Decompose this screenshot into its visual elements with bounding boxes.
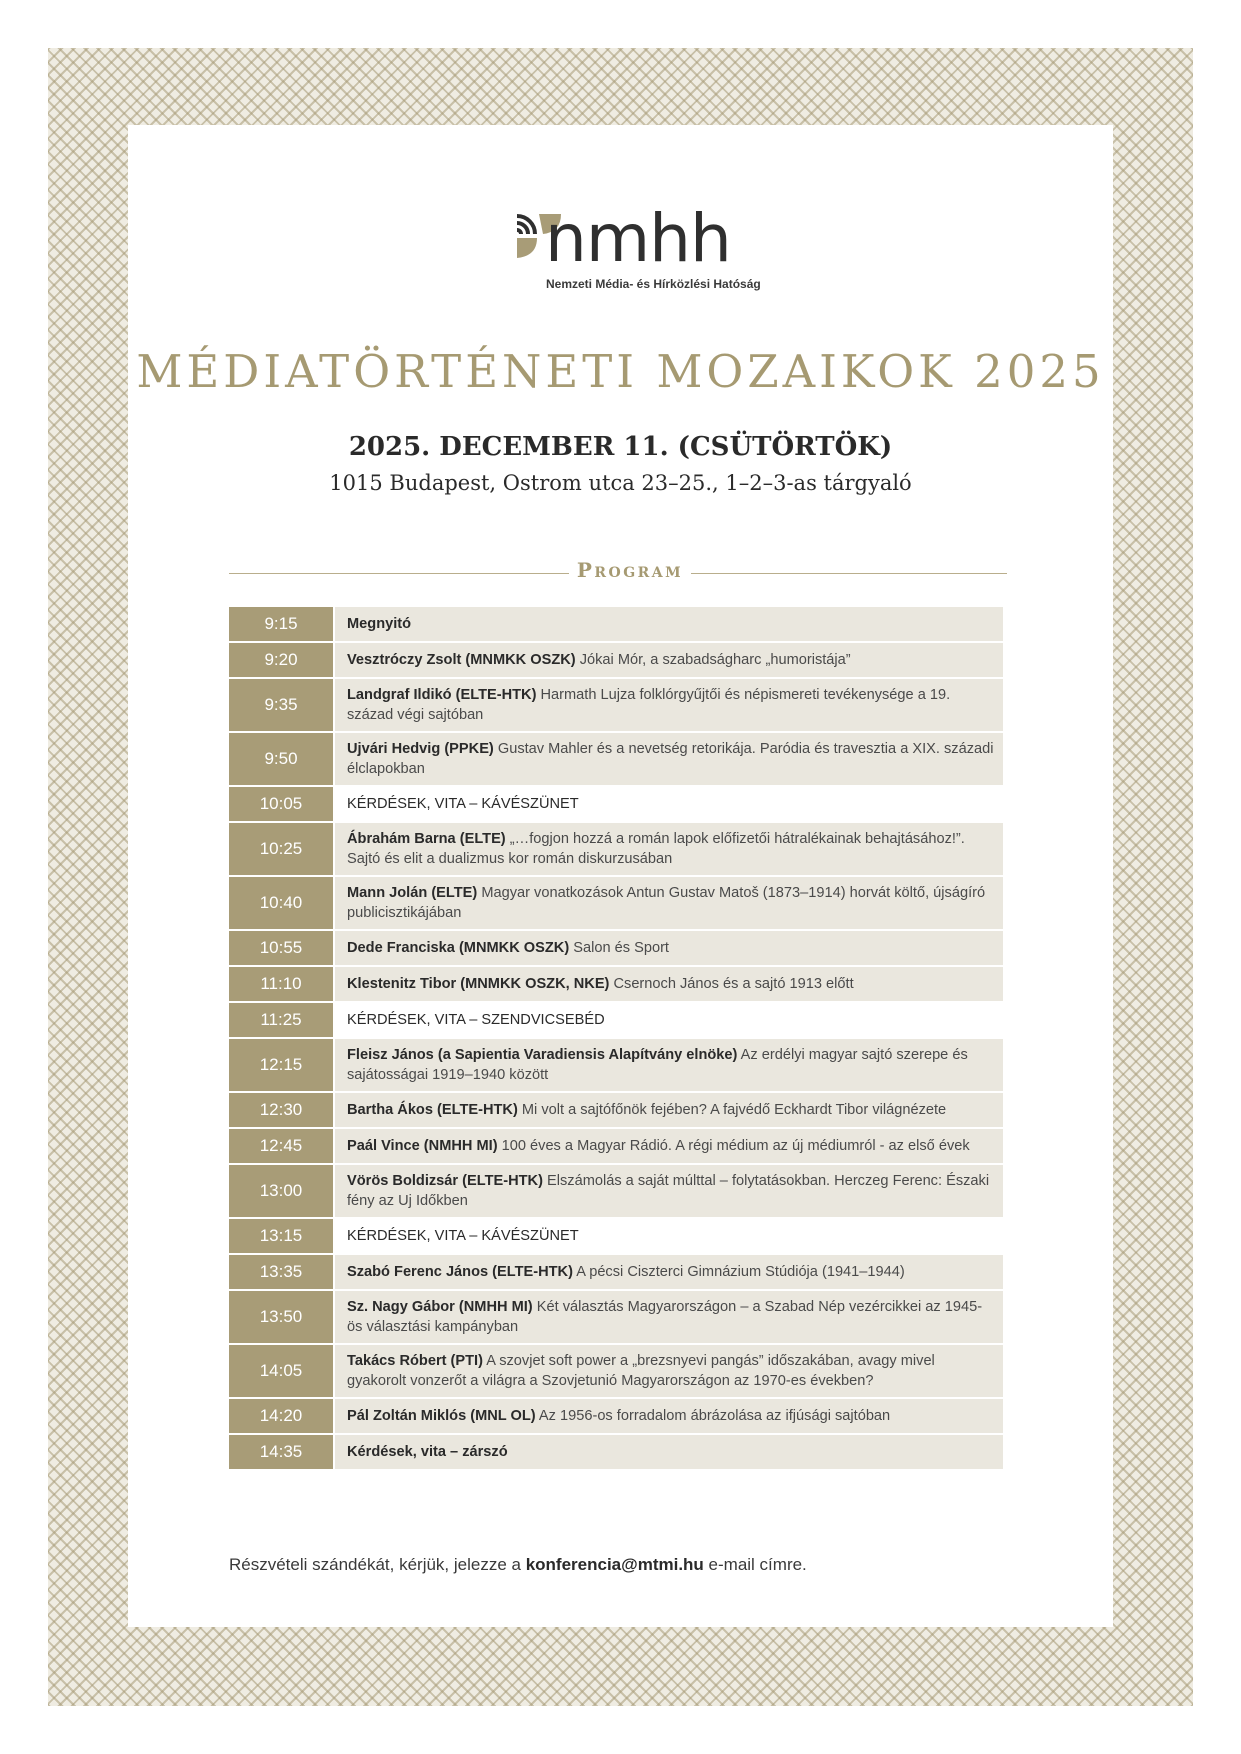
program-row: [229, 1093, 1003, 1129]
event-date: 2025. DECEMBER 11. (CSÜTÖRTÖK): [348, 432, 893, 462]
speaker-name: Landgraf Ildikó (ELTE-HTK): [347, 687, 537, 703]
session-text: [347, 938, 669, 958]
break-label: KÉRDÉSEK, VITA – KÁVÉSZÜNET: [347, 1228, 579, 1244]
program-row: [229, 1291, 1003, 1345]
program-row: [229, 1255, 1003, 1291]
program-row: [229, 823, 1003, 877]
session-time: 11:25: [229, 1003, 333, 1037]
session-description: [335, 823, 1003, 875]
speaker-name: Pál Zoltán Miklós (MNL OL): [347, 1408, 536, 1424]
talk-title: Két választás Magyarországon – a Szabad Nép vezércikkei az 1945-ös választási kampányban: [347, 1299, 983, 1335]
session-time: 10:25: [229, 823, 333, 875]
session-time: 10:05: [229, 787, 333, 821]
program-row: [229, 1345, 1003, 1399]
divider: [229, 573, 569, 574]
speaker-name: Vörös Boldizsár (ELTE-HTK): [347, 1173, 543, 1189]
session-text: [347, 1171, 995, 1211]
program-row: [229, 1435, 1003, 1471]
session-text: [347, 1136, 970, 1156]
session-description: [335, 1345, 1003, 1397]
footer-text-end: e-mail címre.: [703, 1555, 807, 1574]
speaker-name: Ujvári Hedvig (PPKE): [347, 741, 494, 757]
program-row: [229, 1129, 1003, 1165]
session-time: 12:30: [229, 1093, 333, 1127]
session-description: [335, 1129, 1003, 1163]
speaker-name: Dede Franciska (MNMKK OSZK): [347, 940, 570, 956]
speaker-name: Vesztróczy Zsolt (MNMKK OSZK): [347, 652, 576, 668]
session-description: [335, 1291, 1003, 1343]
session-text: [347, 1010, 605, 1030]
session-text: [347, 829, 995, 869]
speaker-name: Sz. Nagy Gábor (NMHH MI): [347, 1299, 533, 1315]
program-row: [229, 1399, 1003, 1435]
talk-title: Magyar vonatkozások Antun Gustav Matoš (1873–1914) horvát költő, újságíró publicisztikájában: [347, 885, 986, 921]
session-time: 9:35: [229, 679, 333, 731]
program-row: [229, 967, 1003, 1003]
session-description: [335, 1039, 1003, 1091]
talk-title: 100 éves a Magyar Rádió. A régi médium az új médiumról - az első évek: [501, 1138, 970, 1154]
page-title: MÉDIATÖRTÉNETI MOZAIKOK 2025: [136, 345, 1105, 398]
session-text: [347, 1351, 995, 1391]
session-time: 13:50: [229, 1291, 333, 1343]
program-row: [229, 931, 1003, 967]
speaker-name: Megnyitó: [347, 616, 412, 632]
session-description: [335, 1255, 1003, 1289]
program-row: [229, 1165, 1003, 1219]
session-time: 9:15: [229, 607, 333, 641]
logo-subtitle: Nemzeti Média- és Hírközlési Hatóság: [546, 277, 761, 291]
talk-title: Elszámolás a saját múlttal – folytatásokban. Herczeg Ferenc: Északi fény az Uj Időkben: [347, 1173, 990, 1209]
nmhh-logo: [515, 200, 815, 292]
session-text: [347, 739, 995, 779]
session-description: [335, 1219, 1003, 1253]
session-text: [347, 883, 995, 923]
talk-title: Gustav Mahler és a nevetség retorikája. Paródia és travesztia a XIX. századi élclapokban: [347, 741, 994, 777]
program-row: [229, 607, 1003, 643]
break-row: [229, 787, 1003, 823]
talk-title: Csernoch János és a sajtó 1913 előtt: [613, 976, 854, 992]
speaker-name: Bartha Ákos (ELTE-HTK): [347, 1102, 518, 1118]
event-venue: 1015 Budapest, Ostrom utca 23–25., 1–2–3-as tárgyaló: [329, 471, 912, 495]
session-time: 13:15: [229, 1219, 333, 1253]
program-label: Program: [576, 558, 684, 582]
divider: [691, 573, 1007, 574]
talk-title: Az erdélyi magyar sajtó szerepe és sajátosságai 1919–1940 között: [347, 1047, 968, 1083]
speaker-name: Takács Róbert (PTI): [347, 1353, 483, 1369]
talk-title: A pécsi Ciszterci Gimnázium Stúdiója (1941–1944): [576, 1264, 905, 1280]
session-description: [335, 1165, 1003, 1217]
session-text: [347, 614, 411, 634]
session-time: 10:40: [229, 877, 333, 929]
session-text: [347, 794, 579, 814]
program-heading: [229, 558, 1007, 588]
program-row: [229, 1039, 1003, 1093]
break-row: [229, 1219, 1003, 1255]
speaker-name: Ábrahám Barna (ELTE): [347, 831, 506, 847]
program-row: [229, 733, 1003, 787]
talk-title: Harmath Lujza folklórgyűjtői és népismereti tevékenysége a 19. század végi sajtóban: [347, 687, 951, 723]
speaker-name: Fleisz János (a Sapientia Varadiensis Alapítvány elnöke): [347, 1047, 738, 1063]
talk-title: Az 1956-os forradalom ábrázolása az ifjúsági sajtóban: [538, 1408, 891, 1424]
session-text: [347, 1442, 508, 1462]
break-label: KÉRDÉSEK, VITA – SZENDVICSEBÉD: [347, 1012, 605, 1028]
talk-title: „…fogjon hozzá a román lapok előfizetői hátralékainak behajtásához!”. Sajtó és elit a dualizmus kor román diskurzusában: [347, 831, 965, 867]
session-time: 14:05: [229, 1345, 333, 1397]
session-text: [347, 1100, 946, 1120]
speaker-name: Szabó Ferenc János (ELTE-HTK): [347, 1264, 573, 1280]
session-description: [335, 1399, 1003, 1433]
break-row: [229, 1003, 1003, 1039]
speaker-name: Paál Vince (NMHH MI): [347, 1138, 498, 1154]
program-row: [229, 679, 1003, 733]
session-description: [335, 607, 1003, 641]
session-time: 14:20: [229, 1399, 333, 1433]
footer-note: [229, 1555, 807, 1575]
session-time: 14:35: [229, 1435, 333, 1469]
session-time: 11:10: [229, 967, 333, 1001]
session-description: [335, 787, 1003, 821]
session-description: [335, 733, 1003, 785]
session-description: [335, 679, 1003, 731]
session-description: [335, 1435, 1003, 1469]
speaker-name: Klestenitz Tibor (MNMKK OSZK, NKE): [347, 976, 610, 992]
talk-title: Jókai Mór, a szabadságharc „humoristája”: [579, 652, 851, 668]
contact-email[interactable]: konferencia@mtmi.hu: [525, 1555, 704, 1574]
session-description: [335, 643, 1003, 677]
logo-wordmark: nmhh: [545, 200, 731, 277]
speaker-name: Kérdések, vita – zárszó: [347, 1444, 508, 1460]
program-schedule: [229, 607, 1003, 1471]
program-row: [229, 643, 1003, 679]
session-description: [335, 1003, 1003, 1037]
session-text: [347, 1045, 995, 1085]
session-time: 9:50: [229, 733, 333, 785]
session-text: [347, 1406, 890, 1426]
program-row: [229, 877, 1003, 931]
talk-title: Salon és Sport: [573, 940, 669, 956]
session-description: [335, 967, 1003, 1001]
session-text: [347, 1262, 905, 1282]
session-text: [347, 685, 995, 725]
session-time: 13:35: [229, 1255, 333, 1289]
session-text: [347, 1226, 579, 1246]
session-time: 9:20: [229, 643, 333, 677]
session-time: 12:15: [229, 1039, 333, 1091]
session-time: 13:00: [229, 1165, 333, 1217]
session-text: [347, 650, 851, 670]
session-description: [335, 877, 1003, 929]
session-description: [335, 931, 1003, 965]
speaker-name: Mann Jolán (ELTE): [347, 885, 478, 901]
talk-title: Mi volt a sajtófőnök fejében? A fajvédő Eckhardt Tibor világnézete: [521, 1102, 947, 1118]
session-description: [335, 1093, 1003, 1127]
session-text: [347, 974, 854, 994]
talk-title: A szovjet soft power a „brezsnyevi pangás” időszakában, avagy mivel gyakorolt vonzerőt a világra a Szovjetunió Magyarországon az 1970-es években?: [347, 1353, 935, 1389]
session-time: 12:45: [229, 1129, 333, 1163]
break-label: KÉRDÉSEK, VITA – KÁVÉSZÜNET: [347, 796, 579, 812]
footer-text: Részvételi szándékát, kérjük, jelezze a: [229, 1555, 526, 1574]
session-time: 10:55: [229, 931, 333, 965]
session-text: [347, 1297, 995, 1337]
